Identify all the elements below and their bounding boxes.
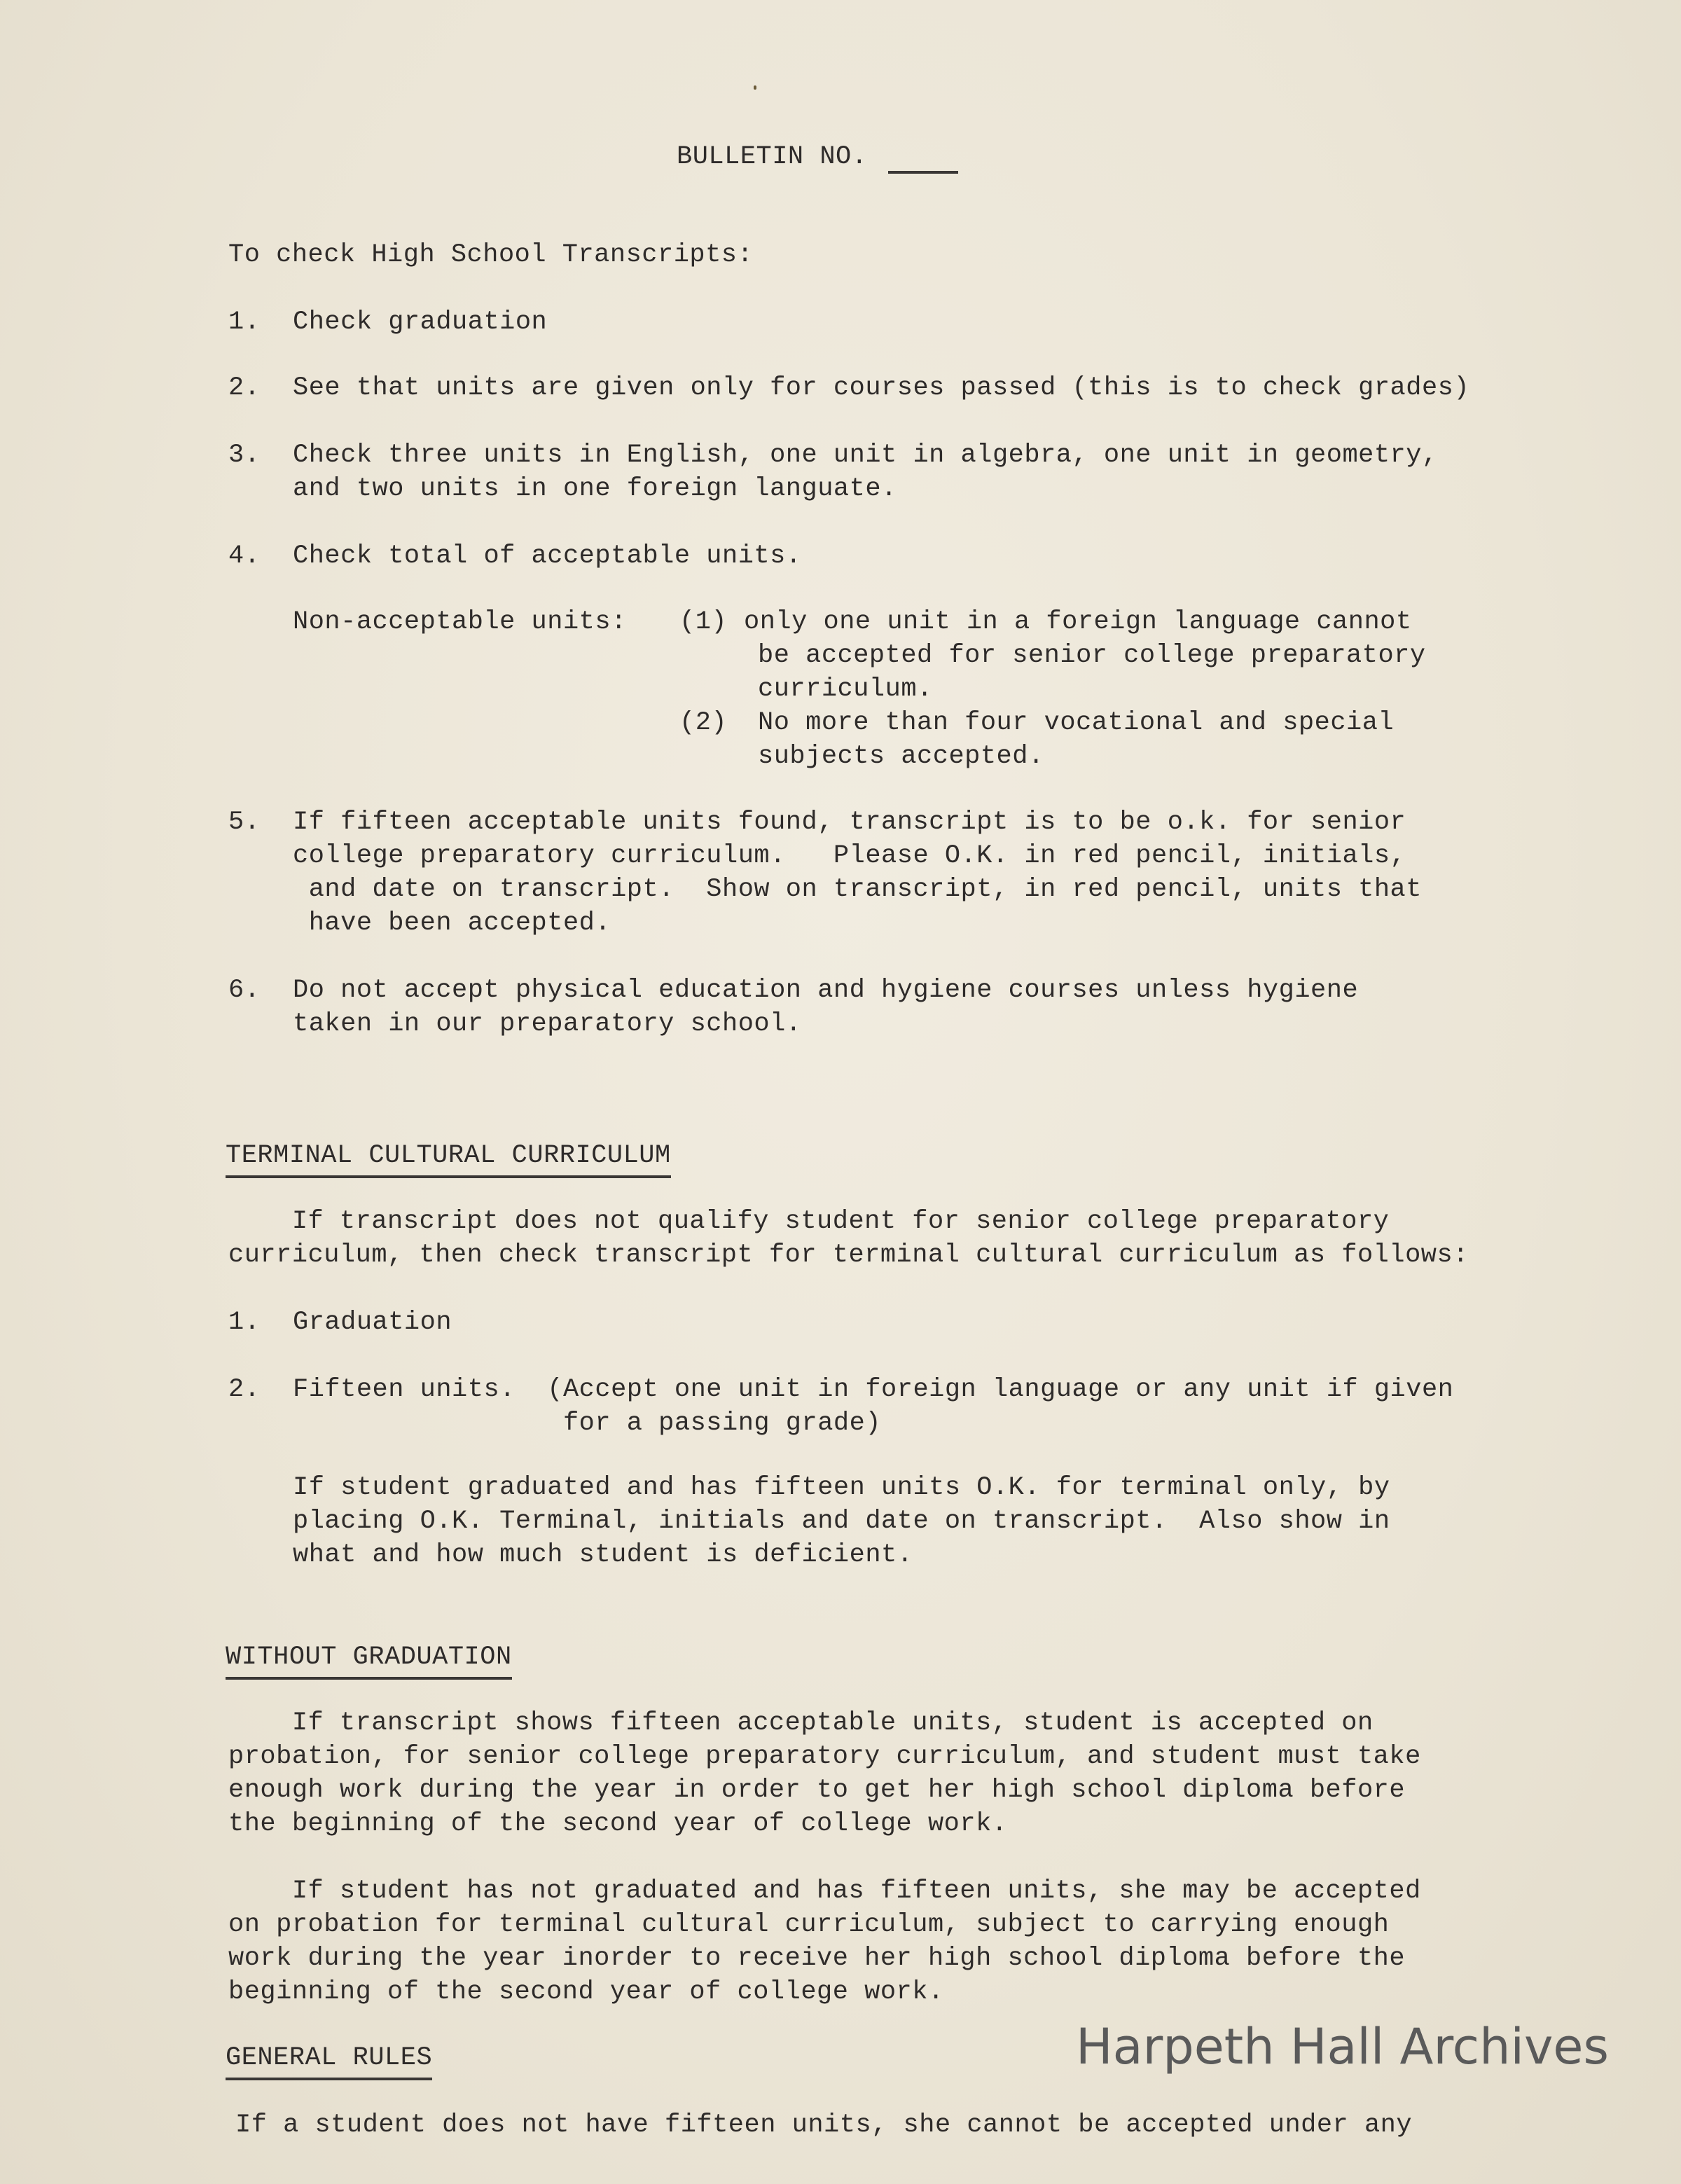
- without-graduation-line: probation, for senior college preparatory curriculum, and student must take: [228, 1742, 1421, 1771]
- item-text: taken in our preparatory school.: [293, 1009, 802, 1039]
- item-number: 3.: [228, 441, 261, 470]
- item-text: Check three units in English, one unit in algebra, one unit in geometry,: [293, 441, 1438, 470]
- general-rules-line: If a student does not have fifteen units, she cannot be accepted under any: [235, 2110, 1413, 2140]
- terminal-note-line: placing O.K. Terminal, initials and date on transcript. Also show in: [293, 1507, 1390, 1536]
- archive-watermark: Harpeth Hall Archives: [1076, 2018, 1609, 2075]
- item-number: 5.: [228, 808, 261, 837]
- without-graduation-line: the beginning of the second year of college work.: [228, 1809, 1008, 1839]
- item-text: Do not accept physical education and hygiene courses unless hygiene: [293, 976, 1359, 1005]
- item-text: Check graduation: [293, 307, 548, 337]
- sub-item-text: only one unit in a foreign language cannot: [744, 607, 1412, 637]
- item-text: Check total of acceptable units.: [293, 541, 802, 571]
- sub-item-text: curriculum.: [758, 675, 933, 704]
- terminal-note-line: what and how much student is deficient.: [293, 1540, 913, 1570]
- item-number: 1.: [228, 307, 261, 337]
- item-number: 6.: [228, 976, 261, 1005]
- paper-speck: [754, 85, 756, 90]
- item-number: 2.: [228, 373, 261, 403]
- without-graduation-line: If transcript shows fifteen acceptable units, student is accepted on: [228, 1708, 1374, 1738]
- item-number: 1.: [228, 1308, 261, 1337]
- sub-item-text: No more than four vocational and special: [758, 708, 1395, 738]
- item-text: See that units are given only for courses passed (this is to check grades): [293, 373, 1470, 403]
- without-graduation-line: enough work during the year in order to get her high school diploma before: [228, 1776, 1406, 1805]
- general-rules-heading: GENERAL RULES: [226, 2041, 432, 2080]
- sub-item-number: (1): [679, 607, 728, 637]
- bulletin-title: BULLETIN NO.: [677, 142, 868, 172]
- item-text: for a passing grade): [293, 1409, 882, 1438]
- item-number: 2.: [228, 1375, 261, 1404]
- terminal-heading: TERMINAL CULTURAL CURRICULUM: [226, 1139, 671, 1178]
- item-text: If fifteen acceptable units found, transcript is to be o.k. for senior: [293, 808, 1406, 837]
- intro-heading: To check High School Transcripts:: [228, 240, 754, 270]
- item-text: and two units in one foreign languate.: [293, 474, 897, 504]
- without-graduation-line: on probation for terminal cultural curriculum, subject to carrying enough: [228, 1910, 1390, 1940]
- item-text: and date on transcript. Show on transcript, in red pencil, units that: [293, 875, 1422, 904]
- bulletin-number-blank: [888, 171, 958, 174]
- without-graduation-heading: WITHOUT GRADUATION: [226, 1640, 512, 1680]
- non-acceptable-label: Non-acceptable units:: [293, 607, 627, 637]
- without-graduation-line: If student has not graduated and has fifteen units, she may be accepted: [228, 1877, 1421, 1906]
- terminal-paragraph-line: If transcript does not qualify student for senior college preparatory: [228, 1207, 1390, 1236]
- item-text: Graduation: [293, 1308, 452, 1337]
- sub-item-text: subjects accepted.: [758, 742, 1044, 771]
- item-text: college preparatory curriculum. Please O.K. in red pencil, initials,: [293, 841, 1406, 871]
- sub-item-text: be accepted for senior college preparatory: [758, 641, 1426, 670]
- item-text: Fifteen units. (Accept one unit in foreign language or any unit if given: [293, 1375, 1454, 1404]
- terminal-paragraph-line: curriculum, then check transcript for terminal cultural curriculum as follows:: [228, 1240, 1469, 1270]
- without-graduation-line: work during the year inorder to receive her high school diploma before the: [228, 1944, 1406, 1973]
- without-graduation-line: beginning of the second year of college work.: [228, 1977, 944, 2007]
- terminal-note-line: If student graduated and has fifteen units O.K. for terminal only, by: [293, 1473, 1390, 1502]
- item-text: have been accepted.: [293, 908, 611, 938]
- item-number: 4.: [228, 541, 261, 571]
- sub-item-number: (2): [679, 708, 728, 738]
